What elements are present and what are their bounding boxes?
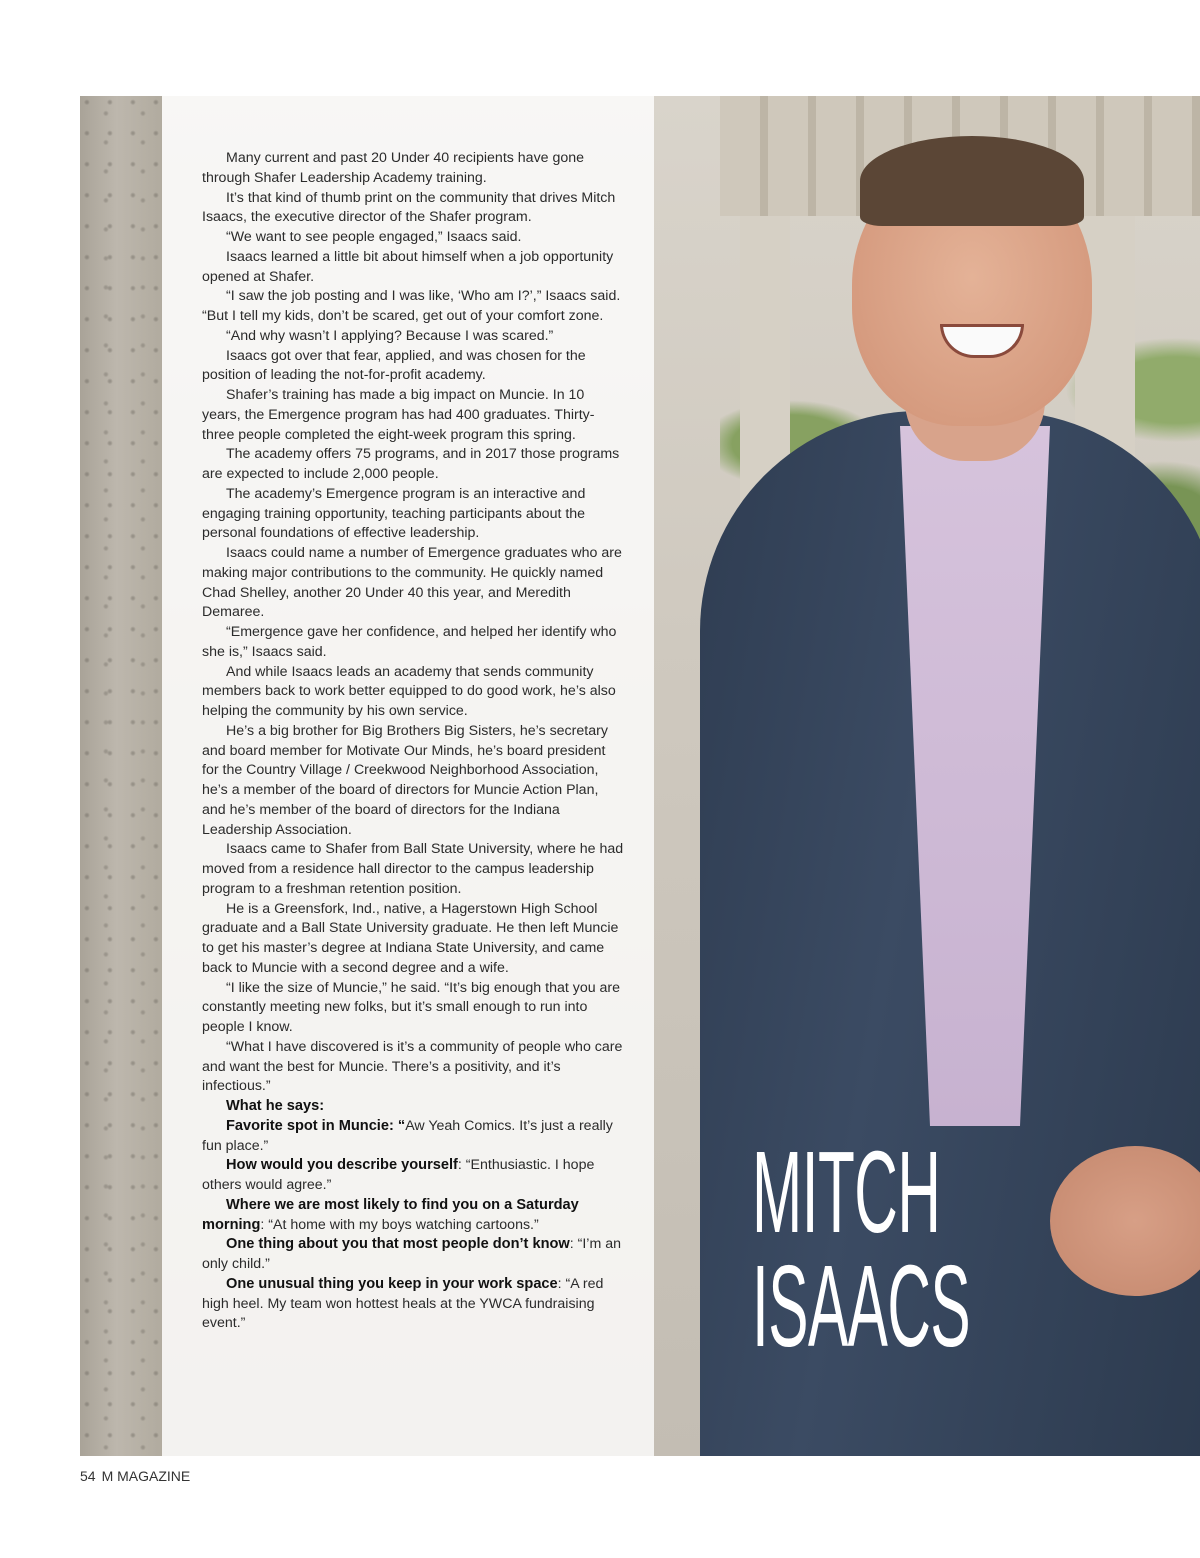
paragraph: “I saw the job posting and I was like, ‘Who am I?’,” Isaacs said. “But I tell my kids, don’t be scared, get out of your comfort zone. [202, 288, 621, 324]
qa-question: Where we are most likely to find you on a Saturday morning [202, 1196, 579, 1233]
paragraph: Many current and past 20 Under 40 recipients have gone through Shafer Leadership Academy training. [202, 150, 585, 186]
page-footer [80, 1468, 196, 1484]
paragraph: Isaacs learned a little bit about himself when a job opportunity opened at Shafer. [202, 248, 614, 285]
subject-name-title [752, 1127, 971, 1371]
paragraph: “And why wasn’t I applying? Because I was scared.” [226, 327, 554, 344]
paragraph: Shafer’s training has made a big impact on Muncie. In 10 years, the Emergence program has had 400 graduates. Thirty-three people completed the eight-week program this spring. [202, 387, 595, 443]
paragraph: “What I have discovered is it’s a community of people who care and want the best for Muncie. There’s a positivity, and it’s infectious.” [202, 1038, 623, 1095]
qa-answer: : “Enthusiastic. I hope others would agree.” [202, 1157, 595, 1193]
qa-question: One unusual thing you keep in your work space [226, 1275, 558, 1292]
qa-item [202, 1275, 625, 1334]
qa-item [202, 1117, 625, 1157]
paragraph: Isaacs came to Shafer from Ball State University, where he had moved from a residence hall director to the campus leadership program to a freshman retention position. [202, 841, 624, 897]
magazine-name: M MAGAZINE [101, 1468, 191, 1484]
paragraph: The academy’s Emergence program is an interactive and engaging training opportunity, teaching participants about the personal foundations of effective leadership. [202, 485, 586, 542]
concrete-column [80, 96, 162, 1456]
first-name: MITCH [752, 1127, 941, 1257]
paragraph: Isaacs got over that fear, applied, and was chosen for the position of leading the not-for-profit academy. [202, 347, 586, 384]
paragraph: “I like the size of Muncie,” he said. “It’s big enough that you are constantly meeting new folks, but it’s small enough to run into people I know. [202, 979, 621, 1035]
paragraph: He’s a big brother for Big Brothers Big Sisters, he’s secretary and board member for Motivate Our Minds, he’s board president for the Country Village / Creekwood Neighborhood Association, he’s a member of the board of directors for Muncie Action Plan, and he’s member of the board of directors for the Indiana Leadership Association. [202, 722, 608, 838]
qa-item [202, 1156, 625, 1196]
qa-answer: : “At home with my boys watching cartoons.” [260, 1216, 539, 1233]
hair [860, 136, 1084, 226]
qa-answer: Aw Yeah Comics. It’s just a really fun place.” [202, 1117, 613, 1154]
paragraph: “Emergence gave her confidence, and helped her identify who she is,” Isaacs said. [202, 624, 617, 660]
paragraph: He is a Greensfork, Ind., native, a Hagerstown High School graduate and a Ball State University graduate. He then left Muncie to get his master’s degree at Indiana State University, and came back to Muncie with a second degree and a wife. [202, 900, 619, 976]
qa-item [202, 1196, 625, 1236]
qa-answer: : “A red high heel. My team won hottest heals at the YWCA fundraising event.” [202, 1275, 604, 1332]
last-name: ISAACS [752, 1241, 971, 1371]
paragraph: “We want to see people engaged,” Isaacs said. [226, 229, 522, 245]
qa-question: One thing about you that most people don’t know [226, 1236, 570, 1253]
qa-item [202, 1235, 625, 1275]
qa-question: Favorite spot in Muncie: “ [226, 1117, 406, 1134]
paragraph: Isaacs could name a number of Emergence graduates who are making major contributions to the community. He quickly named Chad Shelley, another 20 Under 40 this year, and Meredith Demaree. [202, 545, 622, 621]
paragraph: It’s that kind of thumb print on the community that drives Mitch Isaacs, the executive director of the Shafer program. [202, 189, 616, 226]
page-number: 54 [80, 1468, 96, 1484]
qa-question: How would you describe yourself [226, 1157, 458, 1174]
paragraph: And while Isaacs leads an academy that sends community members back to work better equipped to do good work, he’s also helping the community by his own service. [202, 663, 616, 719]
qa-heading: What he says: [226, 1098, 325, 1114]
article-body [202, 149, 625, 1334]
paragraph: The academy offers 75 programs, and in 2017 those programs are expected to include 2,000 people. [202, 446, 620, 482]
qa-answer: : “I’m an only child.” [202, 1236, 621, 1272]
